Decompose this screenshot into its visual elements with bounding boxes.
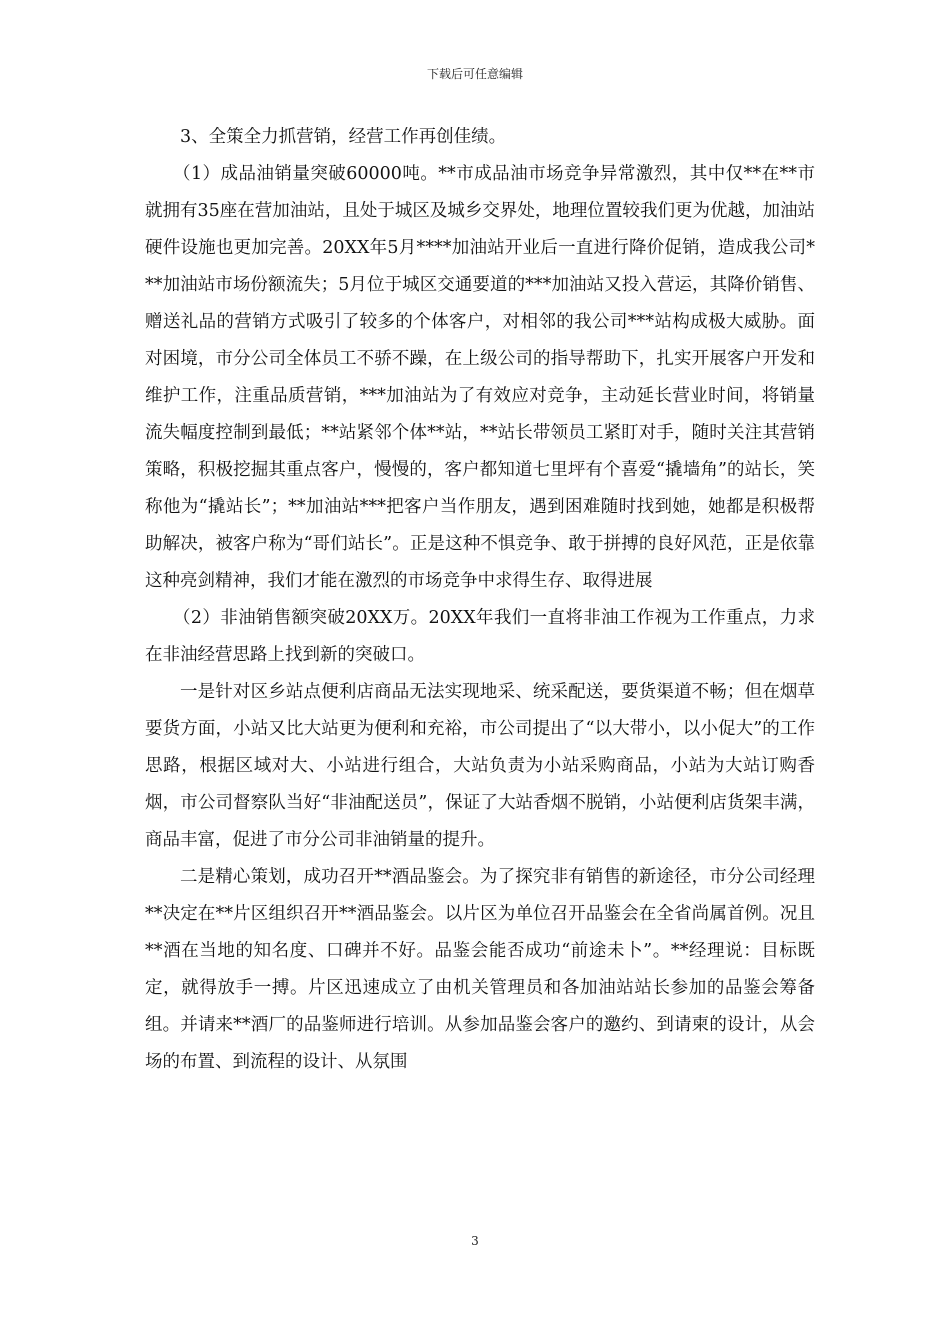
paragraph-nonfuel-sales: （2）非油销售额突破20XX万。20XX年我们一直将非油工作视为工作重点，力求在非油经营思路上找到新的突破口。: [145, 608, 815, 665]
page-number: 3: [471, 1234, 479, 1248]
page-header: 下载后可任意编辑: [426, 67, 523, 81]
document-body: [145, 119, 815, 1081]
paragraph-point-one: 一是针对区乡站点便利店商品无法实现地采、统采配送，要货渠道不畅；但在烟草要货方面，小站又比大站更为便利和充裕，市公司提出了“以大带小，以小促大”的工作思路，根据区域对大、小站进行组合，大站负责为小站采购商品，小站为大站订购香烟，市公司督察队当好“非油配送员”，保证了大站香烟不脱销，小站便利店货架丰满，商品丰富，促进了市分公司非油销量的提升。: [145, 682, 815, 850]
paragraph-point-two: 二是精心策划，成功召开**酒品鉴会。为了探究非有销售的新途径，市分公司经理**决定在**片区组织召开**酒品鉴会。以片区为单位召开品鉴会在全省尚属首例。况且**酒在当地的知名度、口碑并不好。品鉴会能否成功“前途未卜”。**经理说：目标既定，就得放手一搏。片区迅速成立了由机关管理员和各加油站站长参加的品鉴会筹备组。并请来**酒厂的品鉴师进行培训。从参加品鉴会客户的邀约、到请柬的设计，从会场的布置、到流程的设计、从氛围: [145, 867, 815, 1072]
paragraph-heading-3: 3、全策全力抓营销，经营工作再创佳绩。: [180, 127, 507, 147]
paragraph-fuel-sales: （1）成品油销量突破60000吨。**市成品油市场竞争异常激烈，其中仅**在**市就拥有35座在营加油站，且处于城区及城乡交界处，地理位置较我们更为优越，加油站硬件设施也更加完善。20XX年5月****加油站开业后一直进行降价促销，造成我公司***加油站市场份额流失；5月位于城区交通要道的***加油站又投入营运，其降价销售、赠送礼品的营销方式吸引了较多的个体客户，对相邻的我公司***站构成极大威胁。面对困境，市分公司全体员工不骄不躁，在上级公司的指导帮助下，扎实开展客户开发和维护工作，注重品质营销，***加油站为了有效应对竞争，主动延长营业时间，将销量流失幅度控制到最低；**站紧邻个体**站，**站长带领员工紧盯对手，随时关注其营销策略，积极挖掘其重点客户，慢慢的，客户都知道七里坪有个喜爱“撬墙角”的站长，笑称他为“撬站长”；**加油站***把客户当作朋友，遇到困难随时找到她，她都是积极帮助解决，被客户称为“哥们站长”。正是这种不惧竞争、敢于拼搏的良好风范，正是依靠这种亮剑精神，我们才能在激烈的市场竞争中求得生存、取得进展: [145, 164, 815, 591]
